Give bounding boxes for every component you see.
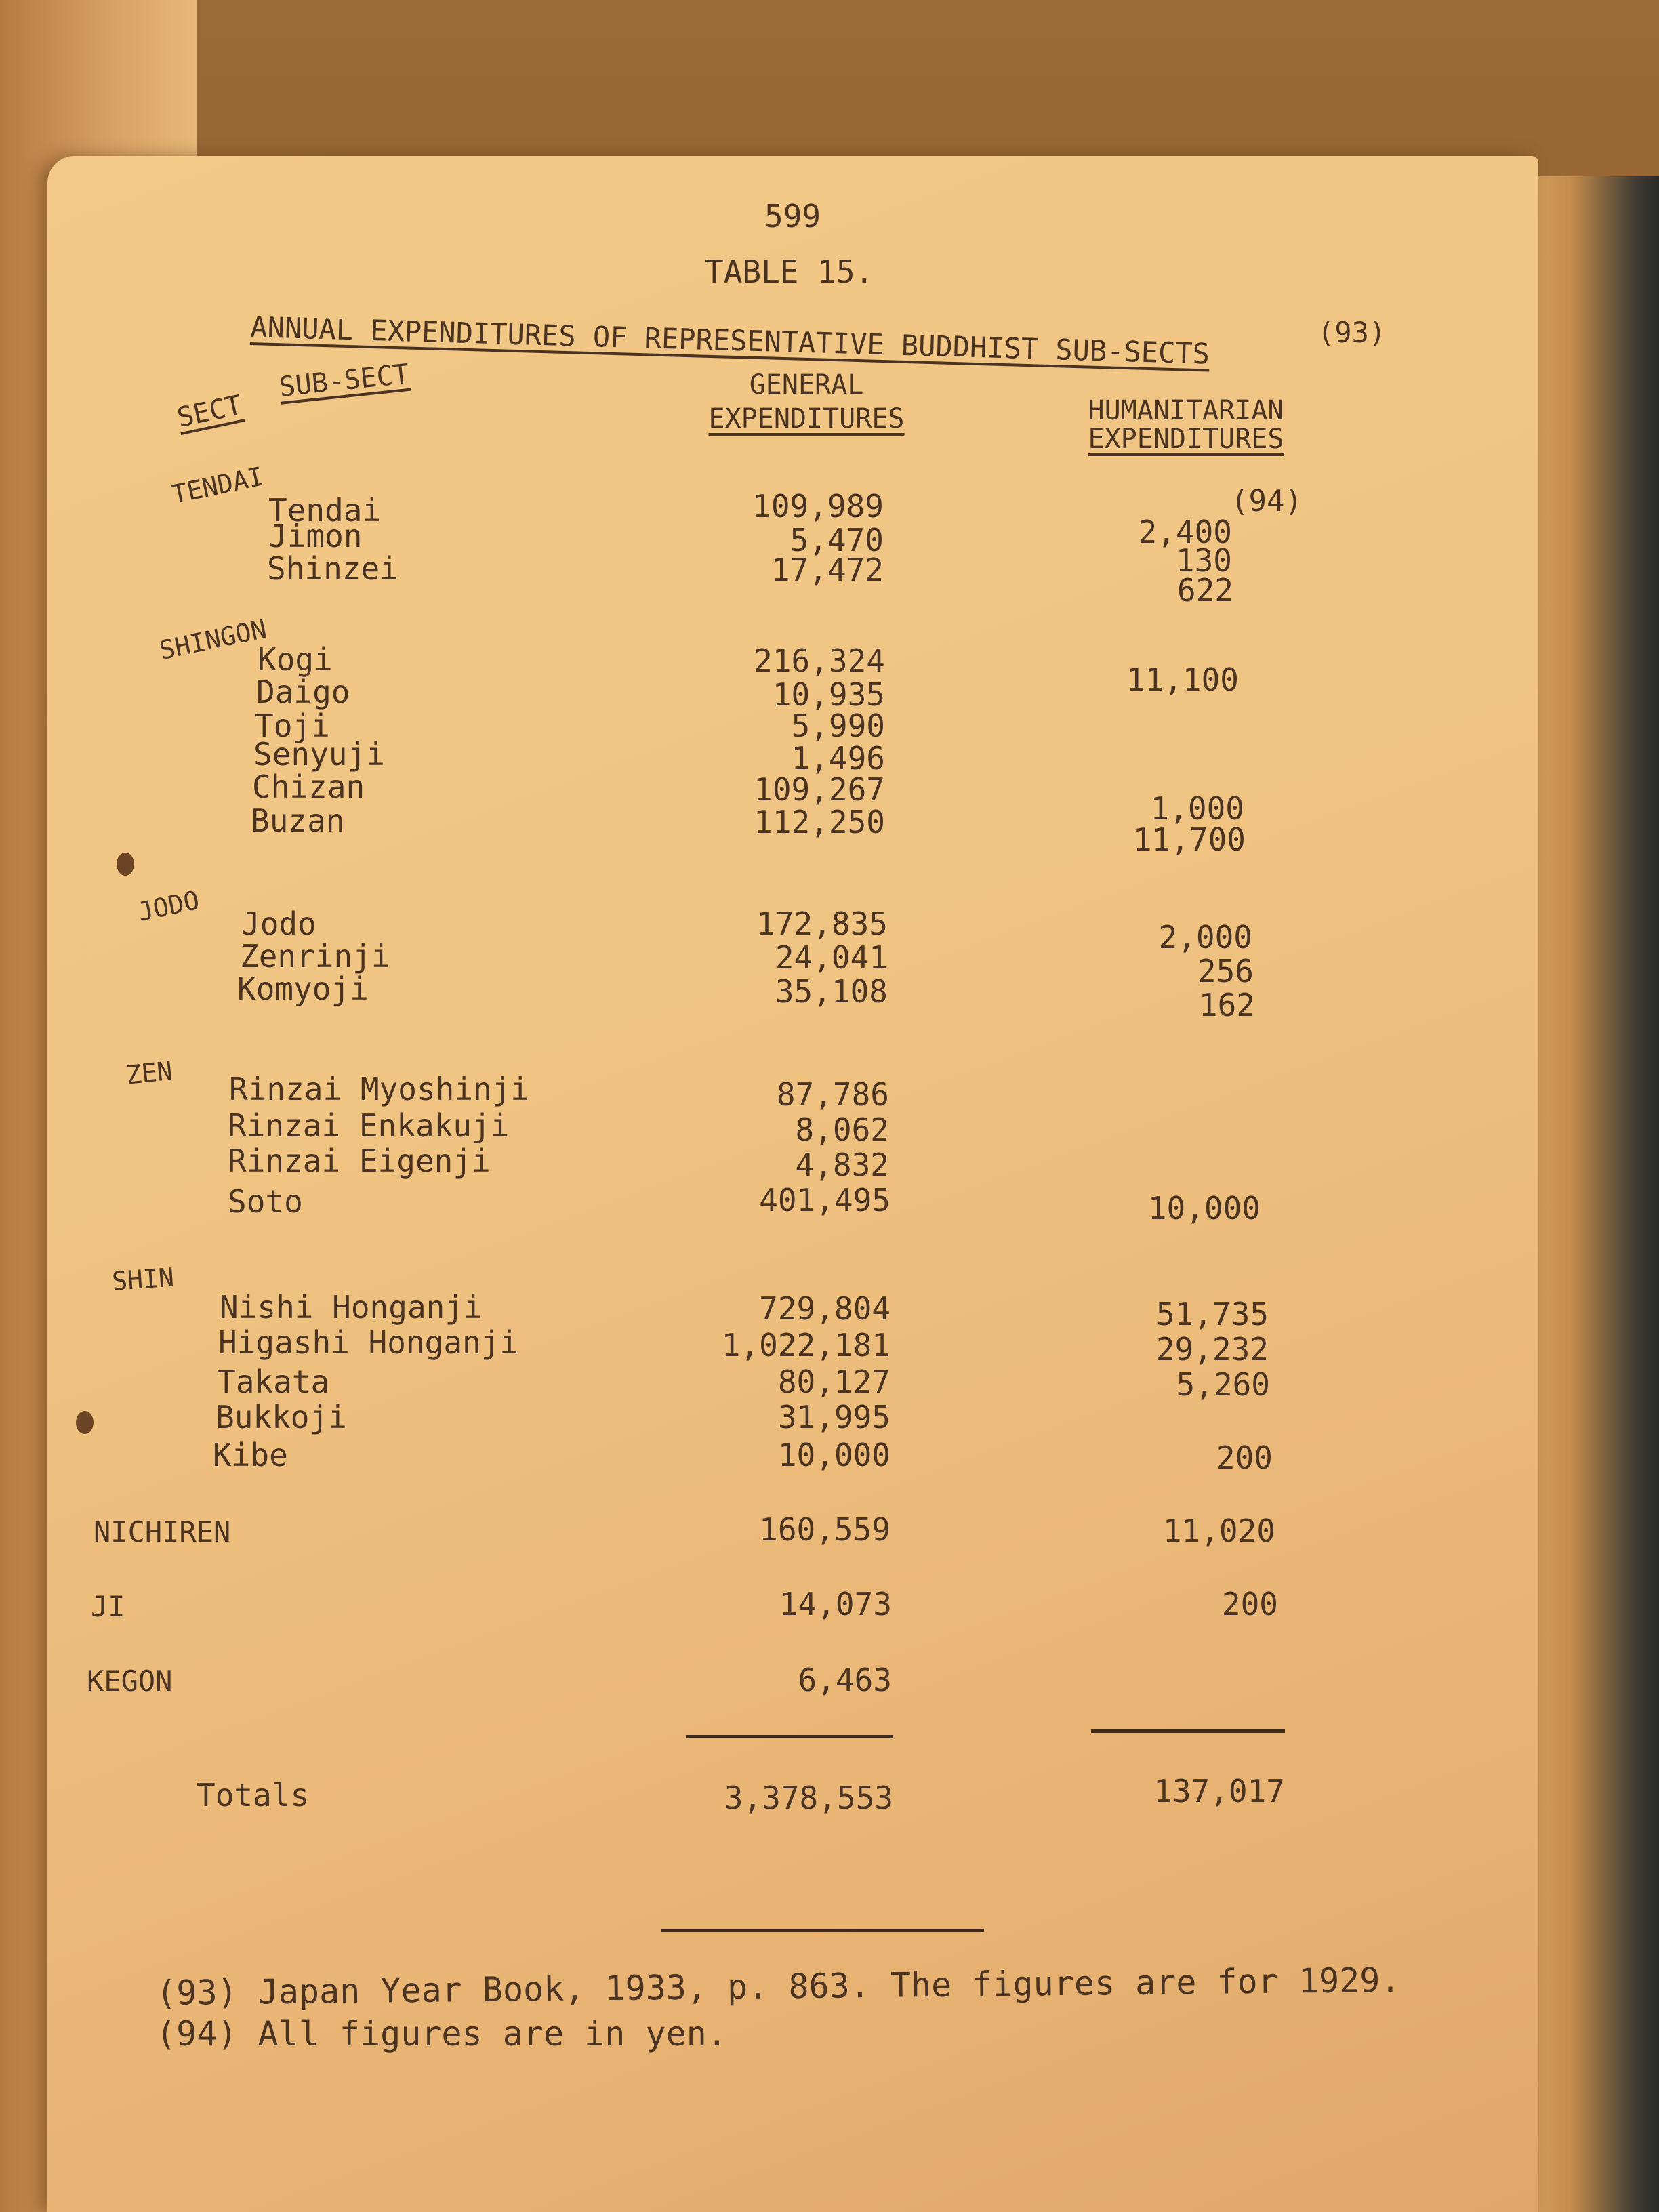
footnote-94: (94) All figures are in yen. bbox=[156, 2014, 727, 2053]
subsect-name: Rinzai Eigenji bbox=[228, 1143, 491, 1179]
general-value: 14,073 bbox=[779, 1586, 892, 1622]
subsect-name: Daigo bbox=[256, 674, 350, 710]
subsect-name: Jodo bbox=[241, 905, 316, 942]
general-value: 160,559 bbox=[759, 1511, 890, 1548]
humanitarian-value: 5,260 bbox=[1176, 1366, 1270, 1403]
binding-hole bbox=[76, 1411, 94, 1434]
general-value: 109,989 bbox=[752, 488, 884, 525]
subsect-name: Nishi Honganji bbox=[220, 1289, 483, 1326]
general-value: 10,935 bbox=[772, 676, 885, 713]
title-footnote-ref: (93) bbox=[1317, 316, 1387, 349]
sect-label: NICHIREN bbox=[94, 1515, 231, 1549]
humanitarian-value: 622 bbox=[1176, 572, 1233, 609]
humanitarian-value: 130 bbox=[1175, 542, 1232, 579]
general-header-line2: EXPENDITURES bbox=[708, 403, 905, 434]
sect-label: KEGON bbox=[87, 1664, 173, 1698]
subsect-name: Senyuji bbox=[253, 736, 385, 773]
general-value: 216,324 bbox=[754, 642, 885, 679]
sum-rule-general bbox=[686, 1735, 893, 1738]
subsect-name: Chizan bbox=[252, 769, 365, 805]
sect-label: JI bbox=[91, 1590, 125, 1623]
humanitarian-value: 200 bbox=[1221, 1586, 1278, 1622]
general-value: 31,995 bbox=[777, 1399, 890, 1435]
footnote-separator bbox=[661, 1929, 984, 1932]
sect-label: SHIN bbox=[110, 1262, 176, 1296]
humanitarian-value: 162 bbox=[1198, 987, 1255, 1023]
totals-humanitarian: 137,017 bbox=[1153, 1773, 1285, 1809]
general-value: 5,470 bbox=[790, 522, 884, 558]
general-value: 112,250 bbox=[754, 804, 885, 840]
humanitarian-value: 1,000 bbox=[1150, 790, 1244, 827]
subsect-name: Bukkoji bbox=[216, 1399, 347, 1435]
general-value: 401,495 bbox=[759, 1182, 890, 1218]
totals-general: 3,378,553 bbox=[724, 1780, 893, 1816]
subsect-name: Buzan bbox=[251, 802, 345, 839]
subsect-name: Komyoji bbox=[237, 970, 369, 1007]
subsect-name: Shinzei bbox=[267, 550, 398, 587]
subsect-name: Soto bbox=[228, 1183, 303, 1220]
general-value: 109,267 bbox=[754, 771, 885, 808]
humanitarian-value: 2,400 bbox=[1138, 514, 1232, 550]
page-number: 599 bbox=[764, 198, 821, 234]
subsect-name: Takata bbox=[217, 1364, 330, 1400]
sect-header: SECT bbox=[174, 390, 245, 434]
sect-label: TENDAI bbox=[169, 461, 266, 510]
general-value: 24,041 bbox=[775, 939, 888, 976]
humanitarian-footnote-ref: (94) bbox=[1231, 484, 1303, 518]
humanitarian-value: 2,000 bbox=[1158, 919, 1252, 956]
subsect-name: Kogi bbox=[258, 641, 333, 678]
general-value: 35,108 bbox=[775, 973, 888, 1010]
general-value: 4,832 bbox=[795, 1147, 889, 1183]
binding-hole bbox=[117, 853, 134, 876]
sect-label: SHINGON bbox=[157, 613, 270, 666]
sect-label: JODO bbox=[135, 885, 203, 928]
subsect-name: Rinzai Myoshinji bbox=[229, 1071, 530, 1107]
subsect-name: Zenrinji bbox=[240, 938, 390, 975]
general-value: 87,786 bbox=[776, 1076, 889, 1113]
general-value: 17,472 bbox=[771, 552, 884, 588]
general-value: 172,835 bbox=[756, 905, 888, 942]
humanitarian-value: 10,000 bbox=[1147, 1190, 1261, 1227]
general-value: 80,127 bbox=[777, 1364, 890, 1400]
subsect-name: Rinzai Enkakuji bbox=[228, 1107, 510, 1144]
table-title: ANNUAL EXPENDITURES OF REPRESENTATIVE BUDDHIST SUB-SECTS bbox=[249, 310, 1210, 371]
sect-label: ZEN bbox=[124, 1055, 174, 1090]
totals-label: Totals bbox=[197, 1777, 310, 1814]
subsect-header: SUB-SECT bbox=[277, 358, 411, 403]
general-value: 5,990 bbox=[791, 708, 885, 744]
subsect-name: Kibe bbox=[213, 1437, 288, 1473]
humanitarian-value: 11,700 bbox=[1132, 821, 1246, 858]
general-value: 6,463 bbox=[798, 1662, 892, 1698]
table-label: TABLE 15. bbox=[705, 253, 874, 290]
footnote-93: (93) Japan Year Book, 1933, p. 863. The figures are for 1929. bbox=[155, 1960, 1401, 2013]
sum-rule-humanitarian bbox=[1091, 1729, 1285, 1733]
general-value: 10,000 bbox=[777, 1437, 890, 1473]
humanitarian-value: 256 bbox=[1197, 953, 1254, 989]
humanitarian-value: 200 bbox=[1216, 1439, 1273, 1476]
general-value: 729,804 bbox=[759, 1290, 890, 1327]
subsect-name: Toji bbox=[255, 708, 330, 744]
humanitarian-value: 11,020 bbox=[1162, 1513, 1275, 1549]
general-value: 1,022,181 bbox=[721, 1327, 890, 1364]
general-value: 1,496 bbox=[791, 740, 885, 777]
humanitarian-value: 29,232 bbox=[1155, 1331, 1269, 1368]
subsect-name: Tendai bbox=[268, 492, 382, 529]
humanitarian-value: 51,735 bbox=[1155, 1296, 1269, 1332]
humanitarian-header-line2: EXPENDITURES bbox=[1088, 424, 1284, 455]
general-header-line1: GENERAL bbox=[749, 369, 864, 401]
subsect-name: Jimon bbox=[268, 518, 363, 554]
subsect-name: Higashi Honganji bbox=[218, 1324, 519, 1361]
humanitarian-header-line1: HUMANITARIAN bbox=[1088, 395, 1284, 426]
general-value: 8,062 bbox=[795, 1111, 889, 1148]
humanitarian-value: 11,100 bbox=[1126, 661, 1239, 698]
